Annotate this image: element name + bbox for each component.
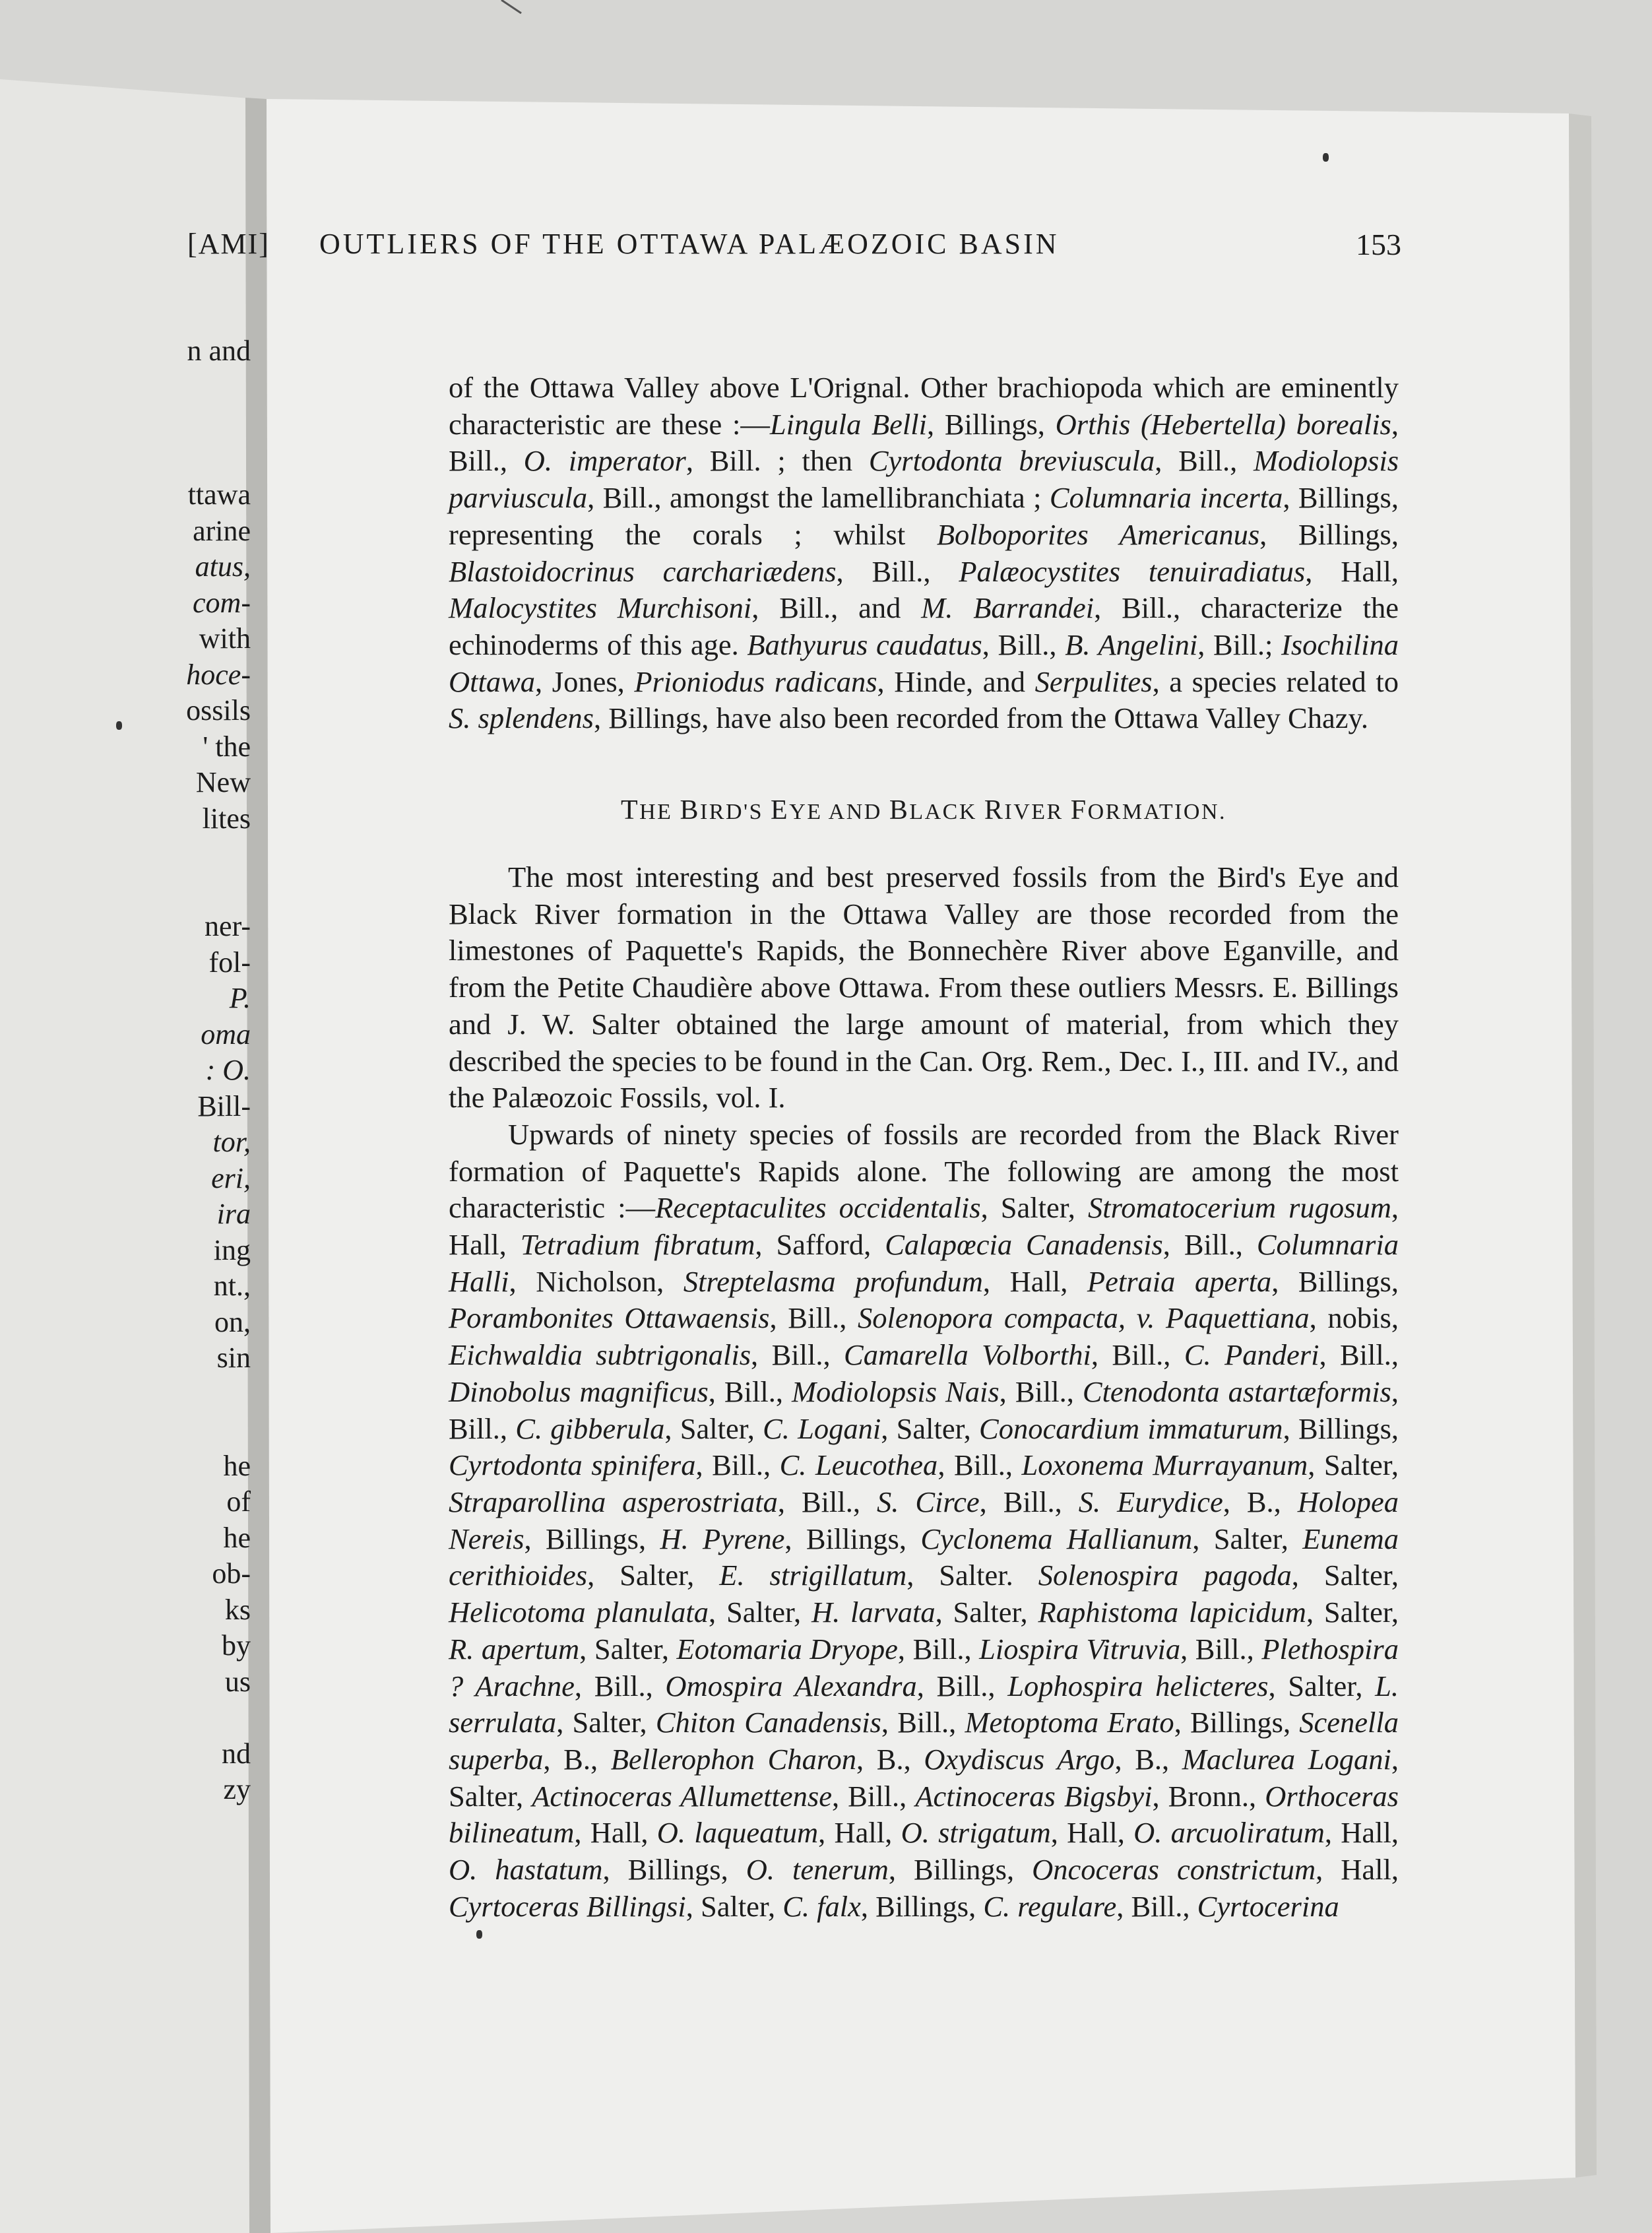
fragment-line: nt., [213,1270,251,1302]
fragment-line: n and [187,335,251,367]
fragment-line: ossils [186,694,251,727]
page-number: 153 [1356,228,1401,261]
species-name: Receptaculites occidentalis [655,1191,981,1225]
fragment-line: on, [214,1305,251,1338]
fragment-line: with [199,622,251,655]
body-text [449,370,1399,1925]
paragraph-fossil-sources: The most interesting and best preserved fossils from the Bird's Eye and Black River formation in the Ottawa Valley are those recorded from the limestones of Paquette's Rapids, the Bonnechère River above Eganville, and from the Petite Chaudière above Ottawa. From these outliers Messrs. E. Billings and J. W. Salter obtained the large amount of material, from which they described the species to be found in the Can. Org. Rem., Dec. I., III. and IV., and the Palæozoic Fossils, vol. I. [449,860,1399,1115]
species-name: Eunema cerithioides [449,1522,1399,1592]
ink-speck [476,1930,482,1939]
species-name: C. Leucothea [779,1448,938,1482]
fragment-line: com- [193,586,251,619]
fragment-line: oma [201,1018,251,1051]
fragment-line: ob- [212,1557,251,1590]
species-name: O. imperator [523,444,686,478]
species-name: Bathyurus caudatus [747,628,982,661]
species-name: O. strigatum [901,1816,1051,1850]
species-name: Ctenodonta astartæformis [1082,1375,1391,1408]
fragment-line: ttawa [187,478,251,511]
species-name: Straparollina asperostriata [449,1485,778,1518]
species-name: Dinobolus magnificus [449,1375,709,1408]
fragment-line: lites [202,802,251,835]
species-name: Orthis (Hebertella) borealis [1055,407,1391,441]
fragment-line: : O. [205,1054,251,1086]
species-name: C. regulare [983,1889,1117,1923]
species-name: Lophospira helicteres [1007,1669,1269,1702]
running-head-author: [AMI] [187,228,270,260]
species-name: Serpulites [1034,664,1153,698]
fragment-line: ira [216,1198,251,1230]
species-name: Blastoidocrinus carchariædens [449,554,837,588]
species-name: M. Barrandei [921,591,1095,625]
species-name: Metoptoma Erato [965,1706,1174,1739]
paragraph-species-list: Upwards of ninety species of fossils are recorded from the Black River formation of Paquette's Rapids alone. The following are among the most characteristic :—Receptaculites occidentalis, Salter, Stromatocerium rugosum, Hall, Tetradium fibratum, Safford, Calapœcia Canadensis, Bill., Columnaria Halli, Nicholson, Streptelasma profundum, Hall, Petraia aperta, Billings, Porambonites Ottawaensis, Bill., Solenopora compacta, v. Paquettiana, nobis, Eichwaldia subtrigonalis, Bill., Camarella Volborthi, Bill., C. Panderi, Bill., Dinobolus magnificus, Bill., Modiolopsis Nais, Bill., Ctenodonta astartæformis, Bill., C. gibberula, Salter, C. Logani, Salter, Conocardium immaturum, Billings, Cyrtodonta spinifera, Bill., C. Leucothea, Bill., Loxonema Murrayanum, Salter, Straparollina asperostriata, Bill., S. Circe, Bill., S. Eurydice, B., Holopea Nereis, Billings, H. Pyrene, Billings, Cyclonema Hallianum, Salter, Eunema cerithioides, Salter, E. strigillatum, Salter. Solenospira pagoda, Salter, Helicotoma planulata, Salter, H. larvata, Salter, Raphistoma lapicidum, Salter, R. apertum, Salter, Eotomaria Dryope, Bill., Liospira Vitruvia, Bill., Plethospira ? Arachne, Bill., Omospira Alexandra, Bill., Lophospira helicteres, Salter, L. serrulata, Salter, Chiton Canadensis, Bill., Metoptoma Erato, Billings, Scenella superba, B., Bellerophon Charon, B., Oxydiscus Argo, B., Maclurea Logani, Salter, Actinoceras Allumettense, Bill., Actinoceras Bigsbyi, Bronn., Orthoceras bilineatum, Hall, O. laqueatum, Hall, O. strigatum, Hall, O. arcuoliratum, Hall, O. hastatum, Billings, O. tenerum, Billings, Oncoceras constrictum, Hall, Cyrtoceras Billingsi, Salter, C. falx, Billings, C. regulare, Bill., Cyrtocerina [449,1117,1399,1923]
fragment-line: P. [229,982,251,1014]
fragment-line: ing [213,1233,251,1266]
species-name: O. arcuoliratum [1133,1816,1325,1850]
fragment-line: eri, [211,1161,251,1194]
species-name: Actinoceras Allumettense [532,1779,832,1813]
species-name: C. falx [782,1889,861,1923]
species-name: Holopea Nereis [449,1485,1399,1555]
species-name: O. laqueatum [656,1816,819,1850]
fragment-line: he [223,1449,251,1482]
species-name: Bellerophon Charon [610,1742,857,1776]
species-name: Cyrtodonta breviuscula [868,444,1155,478]
species-name: O. tenerum [746,1853,889,1887]
species-name: B. Angelini [1065,628,1198,661]
species-name: H. Pyrene [660,1522,785,1555]
species-name: Cyrtodonta spinifera [449,1448,696,1482]
species-name: S. Circe [877,1485,980,1518]
fragment-line: ner- [205,910,251,942]
species-name: Scenella superba [449,1706,1399,1776]
species-name: Oncoceras constrictum [1032,1853,1316,1887]
species-name: Calapœcia Canadensis [885,1228,1163,1262]
species-name: Solenopora compacta, v. Paquettiana [858,1301,1310,1335]
species-name: Actinoceras Bigsbyi [915,1779,1153,1813]
species-name: S. splendens [449,701,594,735]
species-name: Liospira Vitruvia [979,1632,1181,1666]
species-name: Malocystites Murchisoni [449,591,752,625]
species-name: Conocardium immaturum [979,1411,1283,1445]
fragment-line: arine [193,514,251,547]
species-name: Modiolopsis parviuscula [449,444,1399,515]
fragment-line: ' the [203,730,251,763]
species-name: Eotomaria Dryope [676,1632,898,1666]
species-name: Orthoceras bilineatum [449,1779,1399,1850]
fragment-line: zy [223,1773,251,1805]
fragment-line: Bill- [197,1089,251,1122]
ink-speck [1323,153,1329,162]
fragment-line: fol- [208,946,251,979]
paragraph-chazy-fossils: of the Ottawa Valley above L'Orignal. Other brachiopoda which are eminently characteristic are these :—Lingula Belli, Billings, Orthis (Hebertella) borealis, Bill., O. imperator, Bill. ; then Cyrtodonta breviuscula, Bill., Modiolopsis parviuscula, Bill., amongst the lamellibranchiata ; Columnaria incerta, Billings, representing the corals ; whilst Bolboporites Americanus, Billings, Blastoidocrinus carchariædens, Bill., Palæocystites tenuiradiatus, Hall, Malocystites Murchisoni, Bill., and M. Barrandei, Bill., characterize the echinoderms of this age. Bathyurus caudatus, Bill., B. Angelini, Bill.; Isochilina Ottawa, Jones, Prioniodus radicans, Hinde, and Serpulites, a species related to S. splendens, Billings, have also been recorded from the Ottawa Valley Chazy. [449,371,1399,735]
fragment-line: us [224,1665,251,1698]
fragment-line: he [223,1521,251,1554]
species-name: Columnaria incerta [1049,481,1283,515]
species-name: Lingula Belli [769,407,928,441]
species-name: H. larvata [811,1596,936,1629]
species-name: Streptelasma profundum [683,1264,983,1298]
species-name: Cyrtocerina [1197,1889,1339,1923]
fragment-line: by [222,1629,251,1662]
species-name: C. Panderi [1184,1338,1319,1372]
species-name: C. gibberula [515,1411,665,1445]
fragment-line: atus, [195,550,251,583]
fragment-line: New [195,766,251,798]
species-name: Eichwaldia subtrigonalis [449,1338,751,1372]
species-name: Cyrtoceras Billingsi [449,1889,686,1923]
species-name: Maclurea Logani [1182,1742,1391,1776]
ink-speck [116,721,122,730]
species-name: Isochilina Ottawa [449,628,1399,698]
species-name: Porambonites Ottawaensis [449,1301,770,1335]
species-name: Plethospira ? Arachne [449,1632,1399,1702]
fragment-line: hoce- [186,658,251,691]
species-name: Palæocystites tenuiradiatus [959,554,1306,588]
species-name: Modiolopsis Nais [791,1375,1000,1408]
species-name: Prioniodus radicans [634,664,877,698]
fragment-line: nd [222,1737,251,1770]
species-name: Helicotoma planulata [449,1596,709,1629]
species-name: Raphistoma lapicidum [1038,1596,1306,1629]
species-name: O. hastatum [449,1853,603,1887]
species-name: Omospira Alexandra [665,1669,917,1702]
species-name: Solenospira pagoda [1038,1559,1292,1592]
fragment-line: sin [216,1342,251,1374]
previous-page-fragment [0,317,251,1900]
species-name: C. Logani [763,1411,881,1445]
section-heading: THE BIRD'S EYE AND BLACK RIVER FORMATION. [620,795,1227,826]
species-name: Petraia aperta [1087,1264,1272,1298]
species-name: Tetradium fibratum [520,1228,755,1262]
species-name: R. apertum [449,1632,580,1666]
species-name: L. serrulata [449,1669,1399,1739]
species-name: Cyclonema Hallianum [920,1522,1193,1555]
running-head-title: OUTLIERS OF THE OTTAWA PALÆOZOIC BASIN [319,228,1060,260]
fragment-line: ks [224,1593,251,1626]
species-name: Chiton Canadensis [655,1706,881,1739]
species-name: Columnaria Halli [449,1228,1399,1298]
fragment-line: of [226,1485,251,1518]
species-name: Oxydiscus Argo [924,1742,1115,1776]
species-name: Loxonema Murrayanum [1021,1448,1308,1482]
fragment-line: tor, [212,1126,251,1158]
species-name: E. strigillatum [719,1559,907,1592]
species-name: Bolboporites Americanus [936,517,1260,551]
species-name: S. Eurydice [1078,1485,1223,1518]
running-head [187,227,1401,273]
species-name: Stromatocerium rugosum [1087,1191,1391,1225]
species-name: Camarella Volborthi [844,1338,1091,1372]
